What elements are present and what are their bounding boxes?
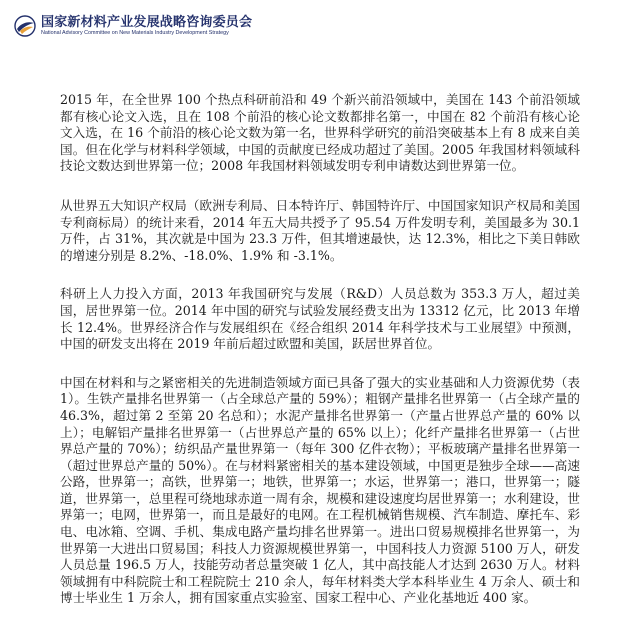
document-body [60,92,580,630]
header-text [41,15,252,37]
committee-logo-icon [14,15,36,37]
page-header [14,12,252,40]
organization-title: 国家新材料产业发展战略咨询委员会 [41,15,253,30]
organization-subtitle: National Advisory Committee on New Materials Industry Development Strategy [41,30,229,36]
paragraph-patents: 从世界五大知识产权局（欧洲专利局、日本特许厅、韩国特许厅、中国国家知识产权局和美国专利商标局）的统计来看，2014 年五大局共授予了 95.54 万件发明专利，美国最多为 30.1 万件，占 31%，其次就是中国为 23.3 万件，但其增速最快，达 12.3%，相比之下美日韩欧的增速分别是 8.2%、-18.0%、1.9% 和 -3.1%。 [60,197,580,263]
paragraph-rd-investment: 科研上人力投入方面，2013 年我国研究与发展（R&D）人员总数为 353.3 万人，超过美国，居世界第一位。2014 年中国的研究与试验发展经费支出为 13312 亿元，比 2013 年增长 12.4%。世界经济合作与发展组织在《经合组织 2014 年科学技术与工业展望》中预测，中国的研发支出将在 2019 年前后超过欧盟和美国，跃居世界首位。 [60,286,580,352]
paragraph-industrial-base: 中国在材料和与之紧密相关的先进制造领域方面已具备了强大的实业基础和人力资源优势（表 1）。生铁产量排名世界第一（占全球总产量的 59%）；粗钢产量排名世界第一（占全球产量的 46.3%，超过第 2 至第 20 名总和）；水泥产量排名世界第一（产量占世界总产量的 60% 以上）；电解铝产量排名世界第一（占世界总产量的 65% 以上）；化纤产量排名世界第一（占世界总产量的 70%）；纺织品产量世界第一（每年 300 亿件衣物）；平板玻璃产量排名世界第一（超过世界总产量的 50%）。在与材料紧密相关的基本建设领域，中国更是独步全球——高速公路，世界第一；高铁，世界第一；地铁，世界第一；水运，世界第一；港口，世界第一；隧道，世界第一，总里程可绕地球赤道一周有余，规模和建设速度均居世界第一；水利建设，世界第一；电网，世界第一，而且是最好的电网。在工程机械销售规模、汽车制造、摩托车、彩电、电冰箱、空调、手机、集成电路产量均排名世界第一。进出口贸易规模排名世界第一，为世界第一大进出口贸易国；科技人力资源规模世界第一，中国科技人力资源 5100 万人，研发人员总量 196.5 万人，技能劳动者总量突破 1 亿人，其中高技能人才达到 2630 万人。材料领域拥有中科院院士和工程院院士 210 余人，每年材料类大学本科毕业生 4 万余人、硕士和博士毕业生 1 万余人，拥有国家重点实验室、国家工程中心、产业化基地近 400 家。 [60,374,580,606]
paragraph-research-frontiers: 2015 年，在全世界 100 个热点科研前沿和 49 个新兴前沿领域中，美国在 143 个前沿领域都有核心论文入选，且在 108 个前沿的核心论文数都排名第一，中国在 82 个前沿有核心论文入选，在 16 个前沿的核心论文数为第一名，世界科学研究的前沿突破基本上有 8 成来自美国。但在化学与材料科学领域，中国的贡献度已经成功超过了美国。2005 年我国材料领域科技论文数达到世界第一位；2008 年我国材料领域发明专利申请数达到世界第一位。 [60,92,580,174]
